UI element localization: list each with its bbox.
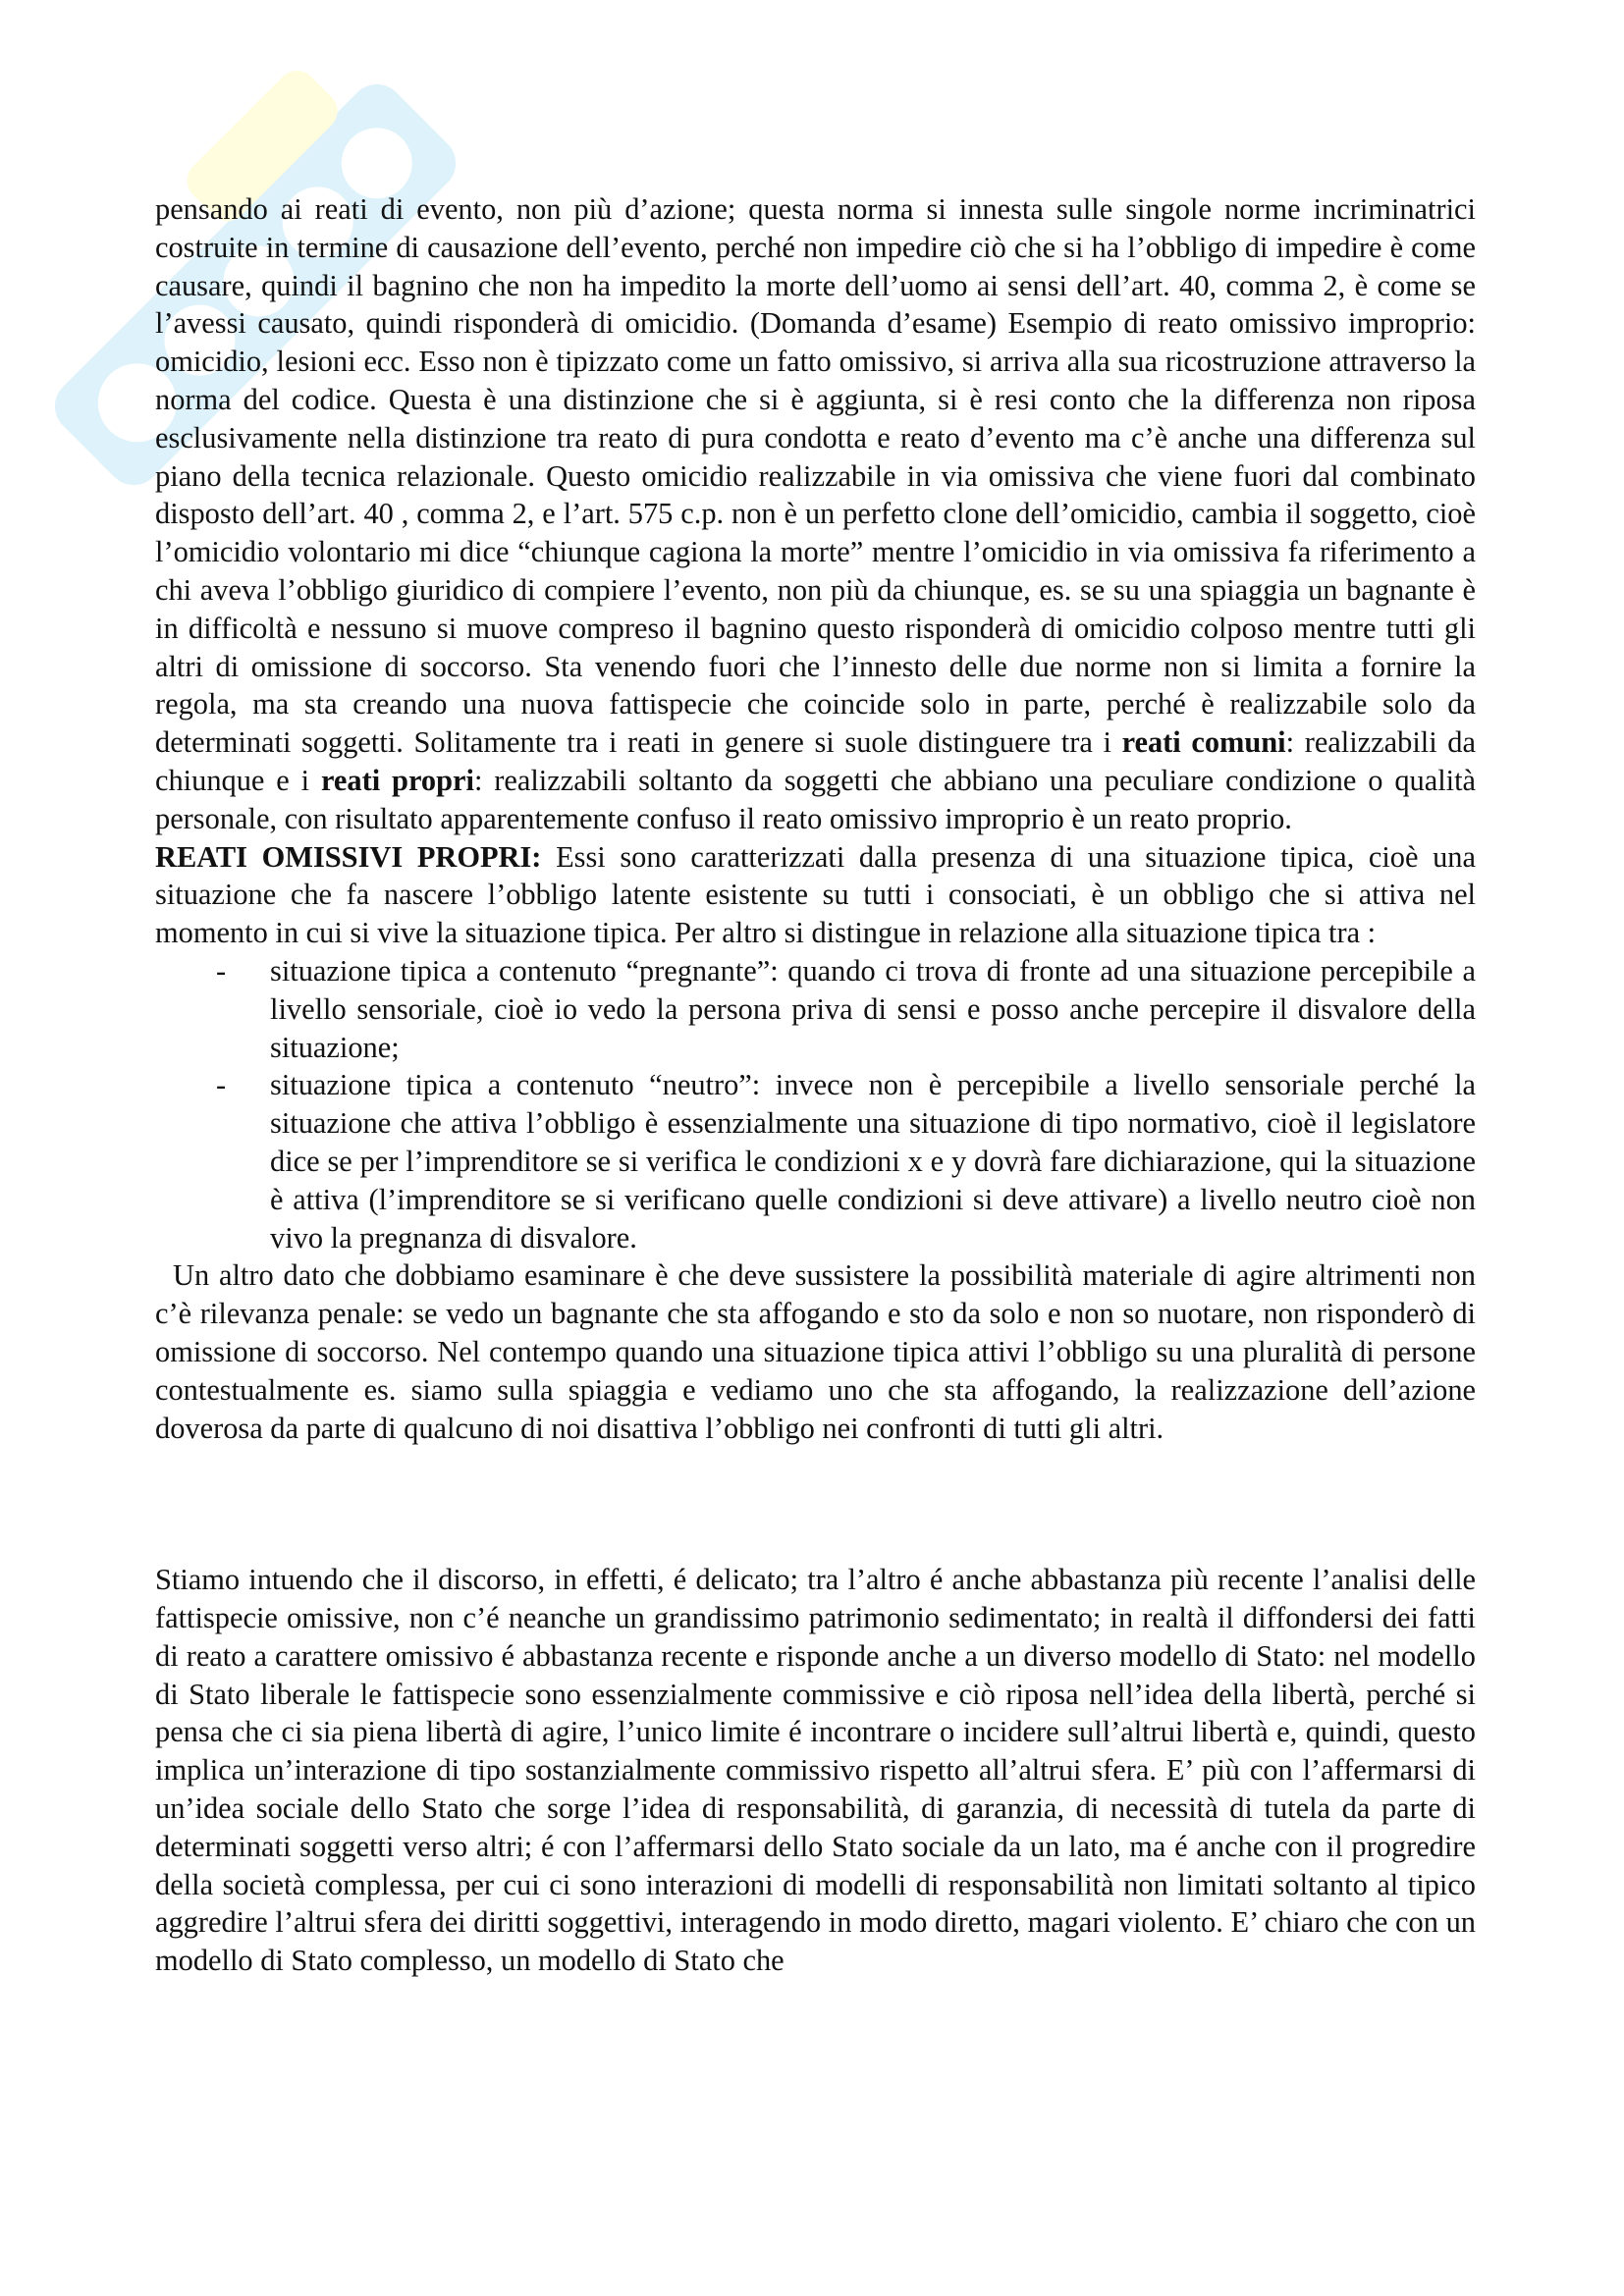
section-heading-reati-omissivi-propri: REATI OMISSIVI PROPRI: <box>155 839 542 874</box>
bullet-dash: - <box>216 1068 227 1102</box>
term-reati-propri: reati propri <box>320 763 474 797</box>
list-item <box>155 1066 1476 1256</box>
paragraph-2-text: Essi sono caratterizzati dalla presenza di una situazione tipica, cioè una situazione che fa nascere l’obbligo latente esistente su tutti i consociati, è un obbligo che si attiva nel momento in cui si vive la situazione tipica. Per altro si distingue in relazione alla situazione tipica tra : <box>155 839 1476 950</box>
list-item-text: situazione tipica a contenuto “pregnante”: quando ci trova di fronte ad una situazione percepibile a livello sensoriale, cioè io vedo la persona priva di sensi e posso anche percepire il disvalore della situazione; <box>270 953 1476 1064</box>
paragraph-spacer <box>155 1447 1476 1561</box>
paragraph-3: Un altro dato che dobbiamo esaminare è che deve sussistere la possibilità materiale di agire altrimenti non c’è rilevanza penale: se vedo un bagnante che sta affogando e sto da solo e non so nuotare, non risponderò di omissione di soccorso. Nel contempo quando una situazione tipica attivi l’obbligo su una pluralità di persone contestualmente es. siamo sulla spiaggia e vediamo uno che sta affogando, la realizzazione dell’azione doverosa da parte di qualcuno di noi disattiva l’obbligo nei confronti di tutti gli altri. <box>155 1258 1476 1445</box>
list-item <box>155 952 1476 1066</box>
paragraph-2 <box>155 838 1476 952</box>
bullet-dash: - <box>216 953 227 988</box>
term-reati-comuni: reati comuni <box>1121 725 1286 760</box>
paragraph-4: Stiamo intuendo che il discorso, in effetti, é delicato; tra l’altro é anche abbastanza più recente l’analisi delle fattispecie omissive, non c’é neanche un grandissimo patrimonio sedimentato; in realtà il diffondersi dei fatti di reato a carattere omissivo é abbastanza recente e risponde anche a un diverso modello di Stato: nel modello di Stato liberale le fattispecie sono essenzialmente commissive e ciò riposa nell’idea della libertà, perché si pensa che ci sia piena libertà di agire, l’unico limite é incontrare o incidere sull’altrui libertà e, quindi, questo implica un’interazione di tipo sostanzialmente commissivo rispetto all’altrui sfera. E’ più con l’affermarsi di un’idea sociale dello Stato che sorge l’idea di responsabilità, di garanzia, di necessità di tutela da parte di determinati soggetti verso altri; é con l’affermarsi dello Stato sociale da un lato, ma é anche con il progredire della società complessa, per cui ci sono interazioni di modelli di responsabilità non limitati soltanto al tipico aggredire l’altrui sfera dei diritti soggettivi, interagendo in modo diretto, magari violento. E’ chiaro che con un modello di Stato complesso, un modello di Stato che <box>155 1563 1476 1978</box>
document-body <box>155 190 1476 1980</box>
list-item-text: situazione tipica a contenuto “neutro”: invece non è percepibile a livello sensoriale perché la situazione che attiva l’obbligo è essenzialmente una situazione di tipo normativo, cioè il legislatore dice se per l’imprenditore se si verifica le condizioni x e y dovrà fare dichiarazione, qui la situazione è attiva (l’imprenditore se si verificano quelle condizioni si deve attivare) a livello neutro cioè non vivo la pregnanza di disvalore. <box>270 1068 1476 1255</box>
paragraph-1-mid: : realizzabili da chiunque e i <box>155 725 1476 797</box>
bullet-list <box>155 952 1476 1256</box>
paragraph-1 <box>155 190 1476 838</box>
paragraph-1-end: : realizzabili soltanto da soggetti che abbiano una peculiare condizione o qualità personale, con risultato apparentemente confuso il reato omissivo improprio è un reato proprio. <box>155 763 1477 835</box>
paragraph-1-text: pensando ai reati di evento, non più d’azione; questa norma si innesta sulle singole norme incriminatrici costruite in termine di causazione dell’evento, perché non impedire ciò che si ha l’obbligo di impedire è come causare, quindi il bagnino che non ha impedito la morte dell’uomo ai sensi dell’art. 40, comma 2, è come se l’avessi causato, quindi risponderà di omicidio. (Domanda d’esame) Esempio di reato omissivo improprio: omicidio, lesioni ecc. Esso non è tipizzato come un fatto omissivo, si arriva alla sua ricostruzione attraverso la norma del codice. Questa è una distinzione che si è aggiunta, si è resi conto che la differenza non riposa esclusivamente nella distinzione tra reato di pura condotta e reato d’evento ma c’è anche una differenza sul piano della tecnica relazionale. Questo omicidio realizzabile in via omissiva che viene fuori dal combinato disposto dell’art. 40 , comma 2, e l’art. 575 c.p. non è un perfetto clone dell’omicidio, cambia il soggetto, cioè l’omicidio volontario mi dice “chiunque cagiona la morte” mentre l’omicidio in via omissiva fa riferimento a chi aveva l’obbligo giuridico di compiere l’evento, non più da chiunque, es. se su una spiaggia un bagnante è in difficoltà e nessuno si muove compreso il bagnino questo risponderà di omicidio colposo mentre tutti gli altri di omissione di soccorso. Sta venendo fuori che l’innesto delle due norme non si limita a fornire la regola, ma sta creando una nuova fattispecie che coincide solo in parte, perché è realizzabile solo da determinati soggetti. Solitamente tra i reati in genere si suole distinguere tra i <box>155 192 1476 760</box>
